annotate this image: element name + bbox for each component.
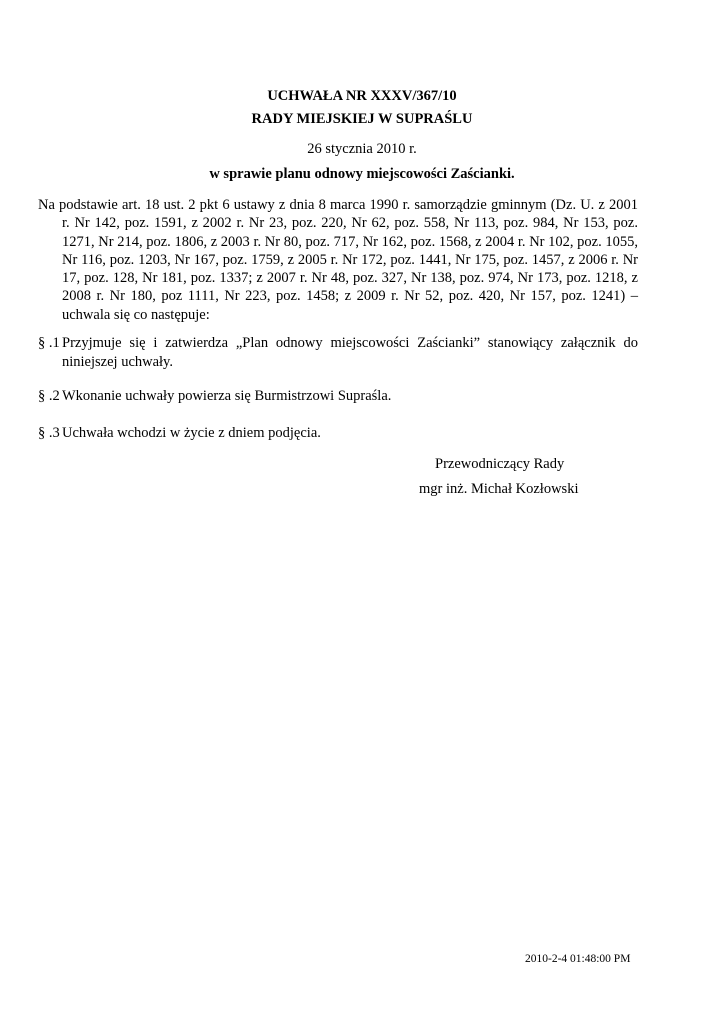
paragraph-text: Uchwała wchodzi w życie z dniem podjęcia. [62, 425, 321, 441]
paragraph-number: § .3 [38, 425, 60, 441]
paragraph-2 [38, 387, 638, 406]
council-name: RADY MIEJSKIEJ W SUPRAŚLU [251, 111, 473, 127]
resolution-subject: w sprawie planu odnowy miejscowości Zaścianki. [209, 166, 515, 182]
resolution-number: UCHWAŁA NR XXXV/367/10 [267, 88, 457, 104]
paragraph-3 [38, 424, 638, 443]
paragraph-number: § .1 [38, 335, 60, 351]
paragraph-1 [38, 334, 638, 371]
signature-role: Przewodniczący Rady [435, 456, 565, 472]
legal-basis-preamble: Na podstawie art. 18 ust. 2 pkt 6 ustawy z dnia 8 marca 1990 r. samorządzie gminnym (Dz. U. z 2001 r. Nr 142, poz. 1591, z 2002 r. Nr 23, poz. 220, Nr 62, poz. 558, Nr 113, poz. 984, Nr 153, poz. 1271, Nr 214, poz. 1806, z 2003 r. Nr 80, poz. 717, Nr 162, poz. 1568, z 2004 r. Nr 102, poz. 1055, Nr 116, poz. 1203, Nr 167, poz. 1759, z 2005 r. Nr 172, poz. 1441, Nr 175, poz. 1457, z 2006 r. Nr 17, poz. 128, Nr 181, poz. 1337; z 2007 r. Nr 48, poz. 327, Nr 138, poz. 974, Nr 173, poz. 1218, z 2008 r. Nr 180, poz 1111, Nr 223, poz. 1458; z 2009 r. Nr 52, poz. 420, Nr 157, poz. 1241) – uchwala się co następuje: [38, 197, 638, 323]
footer-timestamp: 2010-2-4 01:48:00 PM [525, 953, 631, 965]
signature-name: mgr inż. Michał Kozłowski [419, 481, 579, 497]
paragraph-text: Wkonanie uchwały powierza się Burmistrzowi Supraśla. [62, 388, 392, 404]
paragraph-number: § .2 [38, 388, 60, 404]
paragraph-text: Przyjmuje się i zatwierdza „Plan odnowy miejscowości Zaścianki” stanowiący załącznik do niniejszej uchwały. [62, 335, 638, 370]
resolution-date: 26 stycznia 2010 r. [307, 141, 417, 157]
